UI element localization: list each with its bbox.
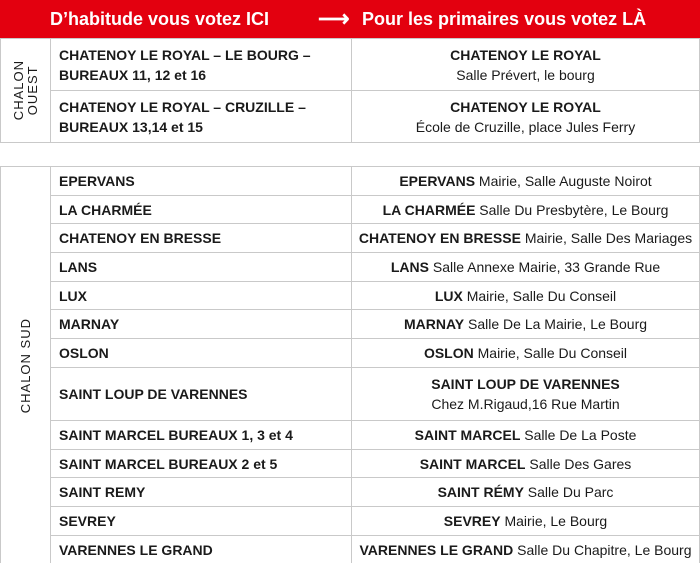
primary-location-name: CHATENOY EN BRESSE (358, 230, 521, 246)
section-label-line: OUEST (24, 65, 40, 116)
usual-location-cell: SEVREY (51, 507, 352, 536)
primary-location-name: CHATENOY LE ROYAL (450, 98, 601, 115)
primary-location-name: LANS (390, 259, 429, 275)
usual-location-cell: MARNAY (51, 310, 352, 339)
table-row (1, 450, 700, 478)
usual-location-line: CHATENOY LE ROYAL – CRUZILLE – (59, 98, 306, 115)
primary-location-venue: Mairie, Salle Du Conseil (462, 287, 617, 304)
usual-location-cell: SAINT REMY (51, 478, 352, 507)
primary-location-venue: Chez M.Rigaud,16 Rue Martin (431, 396, 620, 412)
primary-location-venue: Mairie, Salle Du Conseil (473, 345, 628, 361)
table-row (1, 167, 700, 196)
table-row (1, 536, 700, 563)
usual-location-cell: SAINT MARCEL BUREAUX 2 et 5 (51, 450, 352, 478)
primary-location-venue: Mairie, Le Bourg (500, 513, 608, 529)
primary-location-name: SEVREY (443, 513, 501, 529)
usual-location-cell: SAINT MARCEL BUREAUX 1, 3 et 4 (51, 421, 352, 450)
primary-location-venue: Salle Du Parc (523, 484, 614, 500)
usual-location-cell: OSLON (51, 339, 352, 368)
primary-location-name: SAINT MARCEL (414, 427, 521, 443)
section-label-chalon-sud: CHALON SUD (17, 317, 33, 414)
chalon-ouest-table (0, 38, 700, 143)
table-row (1, 421, 700, 450)
primary-location-name: EPERVANS (399, 173, 476, 189)
primary-location-name: SAINT RÉMY (437, 484, 524, 500)
table-row (1, 39, 700, 91)
primary-location-cell (352, 282, 700, 310)
primary-location-cell (352, 224, 700, 253)
primary-location-name: MARNAY (403, 316, 465, 332)
primary-location-venue: Mairie, Salle Auguste Noirot (475, 173, 652, 189)
section-label-line: CHALON (10, 60, 26, 121)
primary-location-name: OSLON (423, 345, 474, 361)
primary-location-venue: Salle Du Presbytère, Le Bourg (475, 201, 669, 218)
table-row (1, 196, 700, 224)
usual-location-cell: SAINT LOUP DE VARENNES (51, 368, 352, 421)
section-label-cell (1, 39, 51, 143)
table-row (1, 368, 700, 421)
primary-location-cell (352, 253, 700, 282)
table-row (1, 253, 700, 282)
table-row (1, 282, 700, 310)
primary-location-cell (352, 368, 700, 421)
primary-location-name: LA CHARMÉE (382, 201, 476, 218)
primary-location-venue: Salle De La Poste (520, 427, 637, 443)
table-row (1, 478, 700, 507)
usual-location-cell: LA CHARMÉE (51, 196, 352, 224)
usual-location-cell: LANS (51, 253, 352, 282)
primary-location-cell (352, 196, 700, 224)
primary-location-cell (352, 478, 700, 507)
header-usual-polling-label: D’habitude vous votez ICI (50, 9, 270, 29)
primary-location-venue: Salle Du Chapitre, Le Bourg (513, 542, 692, 558)
usual-location-cell: EPERVANS (51, 167, 352, 196)
primary-location-cell (352, 339, 700, 368)
primary-location-cell (352, 39, 700, 91)
primary-location-venue: École de Cruzille, place Jules Ferry (415, 118, 636, 135)
usual-location-line: BUREAUX 13,14 et 15 (59, 118, 203, 135)
primary-location-cell (352, 450, 700, 478)
table-row (1, 224, 700, 253)
primary-location-venue: Salle Des Gares (525, 455, 632, 472)
primary-location-cell (352, 310, 700, 339)
primary-location-venue: Salle Prévert, le bourg (456, 66, 595, 83)
primary-location-cell (352, 167, 700, 196)
usual-location-cell (51, 39, 352, 91)
table-row (1, 507, 700, 536)
primary-location-cell (352, 91, 700, 143)
primary-location-name: CHATENOY LE ROYAL (450, 46, 601, 63)
usual-location-cell: VARENNES LE GRAND (51, 536, 352, 563)
section-label-cell (1, 167, 51, 563)
usual-location-cell: CHATENOY EN BRESSE (51, 224, 352, 253)
table-row (1, 339, 700, 368)
primary-location-venue: Salle De La Mairie, Le Bourg (464, 316, 648, 332)
usual-location-line: BUREAUX 11, 12 et 16 (59, 66, 207, 83)
primary-location-cell (352, 507, 700, 536)
header-primaries-polling-label: Pour les primaires vous votez LÀ (362, 9, 647, 29)
usual-location-cell (51, 91, 352, 143)
section-label-chalon-ouest (12, 60, 40, 120)
table-row (1, 310, 700, 339)
primary-location-name: VARENNES LE GRAND (359, 542, 514, 558)
primary-location-cell (352, 536, 700, 563)
primary-location-cell (352, 421, 700, 450)
primary-location-name: LUX (434, 287, 463, 304)
table-row (1, 91, 700, 143)
primary-location-venue: Mairie, Salle Des Mariages (520, 230, 693, 246)
primary-location-venue: Salle Annexe Mairie, 33 Grande Rue (428, 259, 661, 275)
arrow-right-icon: ⟶ (318, 6, 350, 31)
usual-location-cell: LUX (51, 282, 352, 310)
usual-location-line: CHATENOY LE ROYAL – LE BOURG – (59, 46, 311, 63)
table-header (0, 0, 700, 38)
chalon-sud-table (0, 166, 700, 563)
primary-location-name: SAINT LOUP DE VARENNES (431, 376, 620, 392)
primary-location-name: SAINT MARCEL (419, 455, 526, 472)
